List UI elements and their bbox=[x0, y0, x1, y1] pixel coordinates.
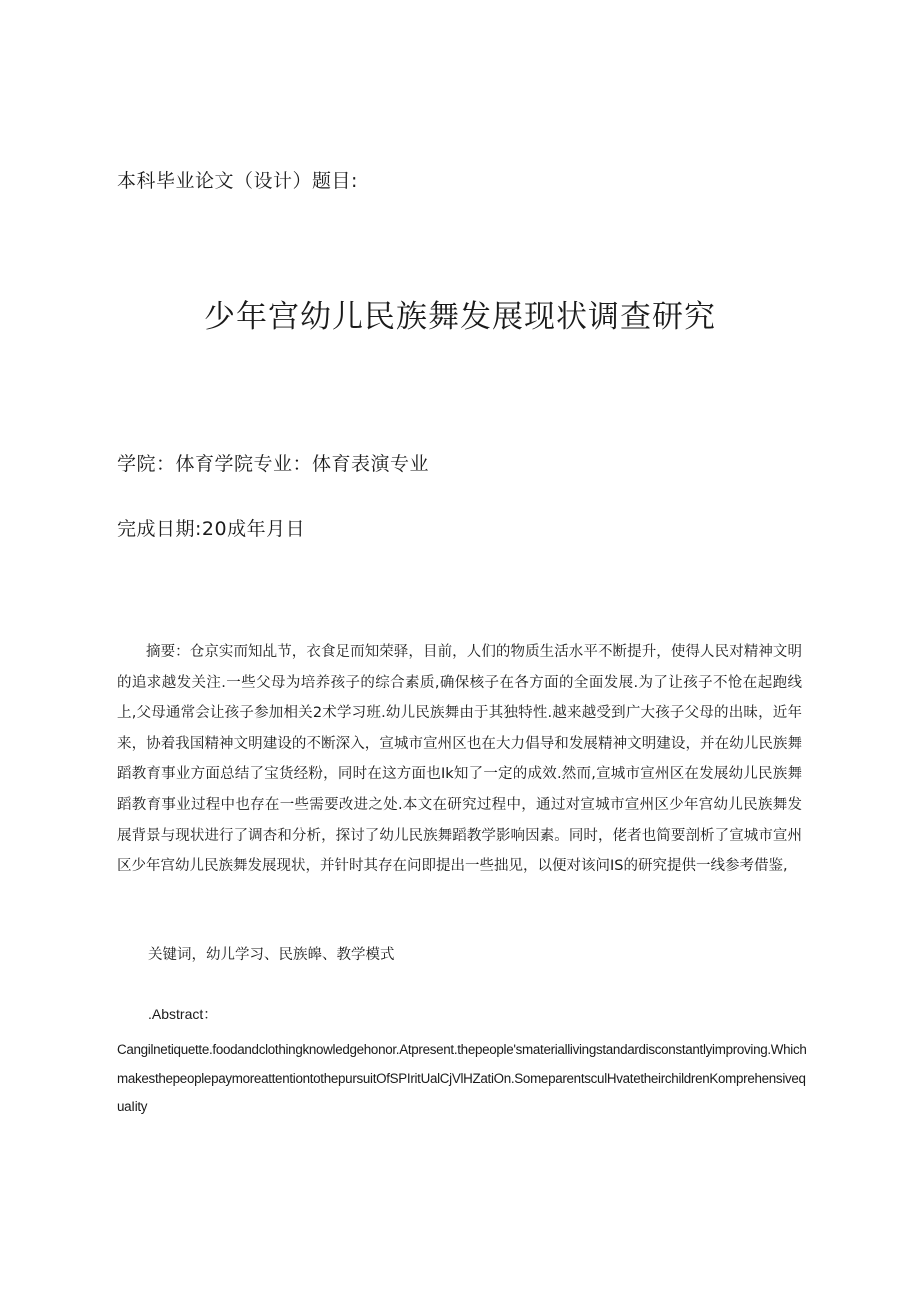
thesis-title-label: 本科毕业论文（设计）题目: bbox=[117, 170, 358, 192]
chinese-abstract: 摘要：仓京实而知乩节，衣食足而知荣驿，目前，人们的物质生活水平不断提升，使得人民对精神文明的追求越发关注.一些父母为培养孩子的综合素质,确保核子在各方面的全面发展.为了让孩子不怆在起跑线上,父母通常会让孩子参加相关2术学习班.幼儿民族舞由于其独特性.越来越受到广大孩子父母的出昧，近年来，协着我国精神文明建设的不断深入，宣城市宣州区也在大力倡导和发展精神文明建设，并在幼儿民族舞蹈教育事业方面总结了宝货经粉，同时在这方面也Ik知了一定的成效.然而,宣城市宣州区在发展幼儿民族舞蹈教育事业过程中也存在一些需要改进之处.本文在研究过程中，通过对宣城市宣州区少年宫幼儿民族舞发展背景与现状进行了调杏和分析，探讨了幼儿民族舞蹈教学影响因素。同时，佬者也简要剖析了宣城市宣州区少年宫幼儿民族舞发展现状，并针时其存在问即提出一些拙见，以便对该问IS的研究提供一线参考借鉴, bbox=[117, 644, 802, 875]
thesis-title: 少年宫幼儿民族舞发展现状调查研究 bbox=[204, 299, 716, 335]
college-major-line: 学院：体育学院专业：体育表演专业 bbox=[117, 453, 430, 475]
english-abstract-label: .Abstract： bbox=[148, 1006, 218, 1022]
completion-date-line: 完成日期:20成年月日 bbox=[117, 518, 306, 540]
keywords-line: 关键词，幼儿学习、民族皞、教学模式 bbox=[148, 947, 395, 963]
english-abstract: Cangilnetiquette.foodandclothingknowledgehonor.Atpresent.thepeople'smateriallivingstandardisconstantlyimproving.WhichmakesthepeoplepaymoreattentiontothepursuitOfSPIritUalCjVlHZatiOn.SomeparentsculHvatetheirchildrenKomprehensivequaIity bbox=[117, 1042, 807, 1114]
